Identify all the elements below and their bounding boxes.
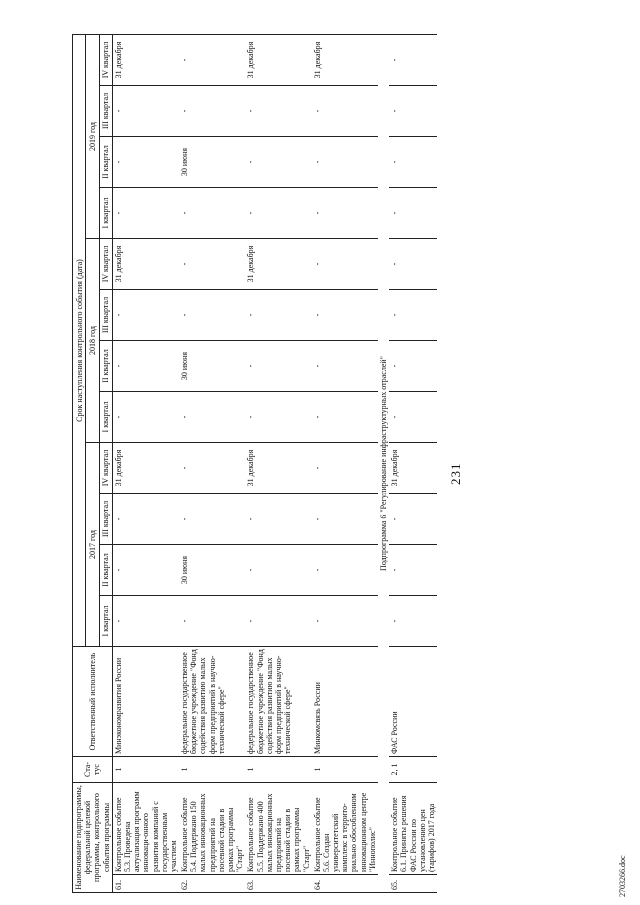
quarter-date-cell: - (312, 239, 378, 290)
quarter-date-cell: - (112, 188, 179, 239)
quarter-date-cell: - (245, 494, 311, 545)
quarter-date-cell: - (312, 341, 378, 392)
table-row (245, 35, 311, 893)
quarter-date-cell: 31 декабря (112, 35, 179, 86)
quarter-date-cell: - (245, 392, 311, 443)
responsible-executor: Минэкономразвития России (112, 647, 179, 757)
quarter-date-cell: - (389, 494, 437, 545)
header-quarter: III квартал (99, 494, 112, 545)
header-year-2018: 2018 год (86, 239, 99, 443)
quarter-date-cell: - (389, 545, 437, 596)
quarter-date-cell: - (245, 188, 311, 239)
quarter-date-cell: - (312, 290, 378, 341)
header-status: Ста-тус (73, 757, 113, 783)
event-name: Контрольное событие 5.4. Поддержано 150 малых инновационных предприятий на посевной стадии в рамках программы "Старт" (179, 783, 245, 875)
quarter-date-cell: - (245, 341, 311, 392)
quarter-date-cell: - (389, 596, 437, 647)
quarter-date-cell: - (179, 494, 245, 545)
quarter-date-cell: - (389, 137, 437, 188)
quarter-date-cell: - (179, 596, 245, 647)
responsible-executor: ФАС России (389, 647, 437, 757)
header-quarter: I квартал (99, 392, 112, 443)
quarter-date-cell: 31 декабря (245, 35, 311, 86)
footer-filename: 2703266.doc (618, 855, 627, 897)
quarter-date-cell: 31 декабря (112, 443, 179, 494)
subprogram-row (378, 35, 389, 893)
quarter-date-cell: - (112, 596, 179, 647)
quarter-date-cell: - (179, 239, 245, 290)
event-status: 1 (112, 757, 179, 783)
header-quarter: III квартал (99, 86, 112, 137)
quarter-date-cell: 30 июня (179, 341, 245, 392)
responsible-executor: Минкомсвязь России (312, 647, 378, 757)
quarter-date-cell: 31 декабря (245, 443, 311, 494)
header-year-2019: 2019 год (86, 35, 99, 239)
page-number: 231 (448, 462, 463, 485)
control-events-table (72, 34, 437, 893)
header-quarter: IV квартал (99, 239, 112, 290)
quarter-date-cell: - (179, 35, 245, 86)
quarter-date-cell: - (245, 137, 311, 188)
row-number: 61. (112, 875, 179, 893)
row-number: 65. (389, 875, 437, 893)
quarter-date-cell: - (112, 341, 179, 392)
quarter-date-cell: - (389, 86, 437, 137)
event-status: 1 (179, 757, 245, 783)
header-responsible: Ответственный исполнитель (73, 647, 113, 757)
header-quarter: I квартал (99, 596, 112, 647)
header-quarter: I квартал (99, 188, 112, 239)
quarter-date-cell: - (245, 545, 311, 596)
quarter-date-cell: - (179, 290, 245, 341)
event-status: 2, 1 (389, 757, 437, 783)
header-name: Наименование подпрограммы, федеральной целевой программы, контрольного события программы (73, 783, 113, 893)
quarter-date-cell: - (389, 290, 437, 341)
quarter-date-cell: 30 июня (179, 137, 245, 188)
quarter-date-cell: - (389, 341, 437, 392)
table-body (112, 35, 437, 893)
table-row (179, 35, 245, 893)
subprogram-title: Подпрограмма 6 "Регулирование инфраструктурных отраслей" (378, 35, 389, 893)
responsible-executor: федеральное государственное бюджетное учреждение "Фонд содействия развитию малых форм предприятий в научно-технической сфере" (245, 647, 311, 757)
quarter-date-cell: 31 декабря (245, 239, 311, 290)
event-name: Контрольное событие 5.3. Проведена актуализация программ инноваци-онного развития компаний с государственным участием (112, 783, 179, 875)
event-status: 1 (245, 757, 311, 783)
row-number: 62. (179, 875, 245, 893)
quarter-date-cell: - (245, 290, 311, 341)
quarter-date-cell: - (179, 86, 245, 137)
quarter-date-cell: - (312, 596, 378, 647)
table-row (112, 35, 179, 893)
quarter-date-cell: - (112, 137, 179, 188)
quarter-date-cell: - (312, 545, 378, 596)
quarter-date-cell: - (112, 545, 179, 596)
header-date-group: Срок наступления контрольного события (дата) (73, 35, 86, 647)
header-year-2017: 2017 год (86, 443, 99, 647)
quarter-date-cell: - (179, 392, 245, 443)
quarter-date-cell: - (312, 494, 378, 545)
quarter-date-cell: 31 декабря (112, 239, 179, 290)
quarter-date-cell: - (112, 494, 179, 545)
quarter-date-cell: - (389, 188, 437, 239)
header-quarter: IV квартал (99, 443, 112, 494)
quarter-date-cell: - (312, 188, 378, 239)
quarter-date-cell: 30 июня (179, 545, 245, 596)
header-quarter: II квартал (99, 341, 112, 392)
header-quarter: IV квартал (99, 35, 112, 86)
row-number: 63. (245, 875, 311, 893)
event-name: Контрольное событие 5.6. Создан университетский комплекс в террито-риально обособленном инновационном центре "Иннополис" (312, 783, 378, 875)
quarter-date-cell: - (245, 596, 311, 647)
quarter-date-cell: - (179, 188, 245, 239)
quarter-date-cell: - (112, 392, 179, 443)
quarter-date-cell: - (112, 86, 179, 137)
quarter-date-cell: - (312, 86, 378, 137)
row-number: 64. (312, 875, 378, 893)
quarter-date-cell: - (389, 239, 437, 290)
event-status: 1 (312, 757, 378, 783)
quarter-date-cell: 31 декабря (312, 35, 378, 86)
event-name: Контрольное событие 6.1. Приняты решения ФАС России по установлению цен (тарифов) 2017 года (389, 783, 437, 875)
quarter-date-cell: 31 декабря (389, 443, 437, 494)
header-quarter: II квартал (99, 545, 112, 596)
responsible-executor: федеральное государственное бюджетное учреждение "Фонд содействия развитию малых форм предприятий в научно-технической сфере" (179, 647, 245, 757)
header-quarter: III квартал (99, 290, 112, 341)
quarter-date-cell: - (179, 443, 245, 494)
quarter-date-cell: - (112, 290, 179, 341)
quarter-date-cell: - (312, 443, 378, 494)
table-row (389, 35, 437, 893)
quarter-date-cell: - (389, 35, 437, 86)
table-row (312, 35, 378, 893)
event-name: Контрольное событие 5.5. Поддержано 400 малых инновационных предприятий на посевной стадии в рамках программы "Старт" (245, 783, 311, 875)
quarter-date-cell: - (312, 137, 378, 188)
quarter-date-cell: - (245, 86, 311, 137)
header-quarter: II квартал (99, 137, 112, 188)
quarter-date-cell: - (312, 392, 378, 443)
quarter-date-cell: - (389, 392, 437, 443)
